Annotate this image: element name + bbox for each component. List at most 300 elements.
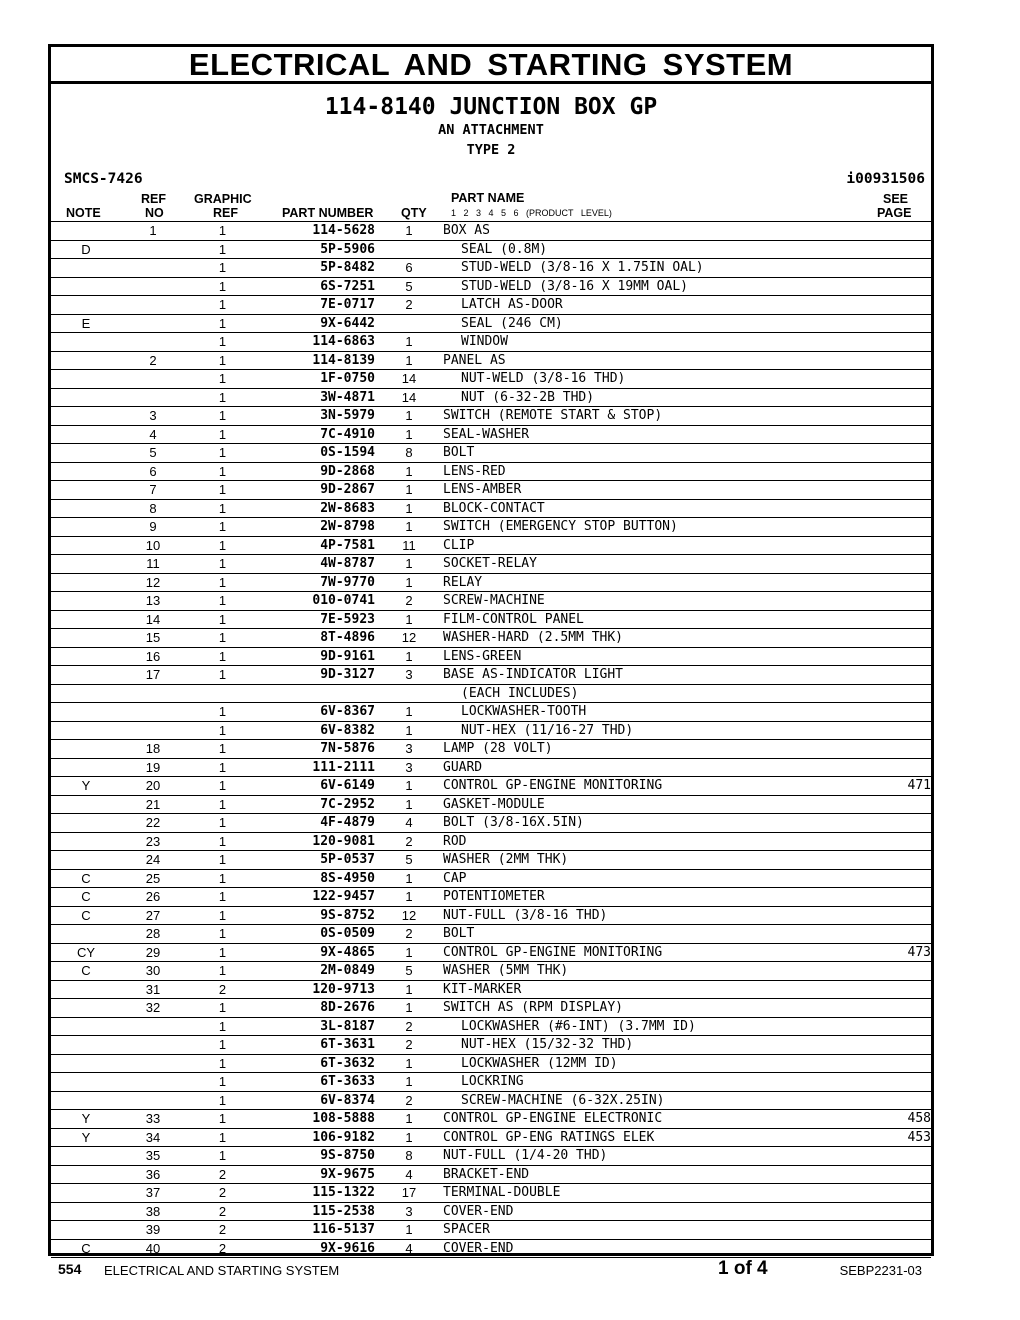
qty-cell: 2 bbox=[375, 1091, 443, 1110]
table-row bbox=[51, 999, 931, 1018]
part-name-text: NUT-HEX (15/32-32 THD) bbox=[461, 1037, 634, 1053]
ref-no-cell: 7 bbox=[121, 481, 185, 500]
qty-cell: 5 bbox=[375, 962, 443, 981]
part-name-cell bbox=[443, 333, 853, 352]
qty-cell bbox=[375, 314, 443, 333]
part-name-text: BLOCK-CONTACT bbox=[443, 500, 545, 516]
part-name-text: LOCKRING bbox=[461, 1074, 524, 1090]
table-row bbox=[51, 1091, 931, 1110]
see-page-cell bbox=[853, 499, 931, 518]
part-number-cell: 7E-5923 bbox=[260, 610, 375, 629]
table-header bbox=[51, 191, 931, 222]
part-name-text: LENS-GREEN bbox=[443, 648, 522, 664]
ref-no-cell: 14 bbox=[121, 610, 185, 629]
graphic-ref-cell: 1 bbox=[185, 740, 260, 759]
part-number-cell: 7W-9770 bbox=[260, 573, 375, 592]
ref-no-cell bbox=[121, 1073, 185, 1092]
qty-cell: 1 bbox=[375, 351, 443, 370]
part-number-cell: 0S-1594 bbox=[260, 444, 375, 463]
graphic-ref-cell: 1 bbox=[185, 573, 260, 592]
table-row bbox=[51, 1036, 931, 1055]
note-cell: Y bbox=[51, 1128, 121, 1147]
ref-no-cell: 31 bbox=[121, 980, 185, 999]
qty-cell: 2 bbox=[375, 925, 443, 944]
part-number-cell: 114-5628 bbox=[260, 222, 375, 240]
graphic-ref-cell: 1 bbox=[185, 351, 260, 370]
note-cell bbox=[51, 1184, 121, 1203]
col-ref-bottom: NO bbox=[145, 206, 164, 220]
table-row bbox=[51, 684, 931, 703]
qty-cell: 3 bbox=[375, 666, 443, 685]
part-name-cell bbox=[443, 906, 853, 925]
ref-no-cell: 3 bbox=[121, 407, 185, 426]
table-row bbox=[51, 610, 931, 629]
part-name-text: POTENTIOMETER bbox=[443, 889, 545, 905]
part-number-cell: 7N-5876 bbox=[260, 740, 375, 759]
part-number-cell: 7C-4910 bbox=[260, 425, 375, 444]
note-cell bbox=[51, 1147, 121, 1166]
graphic-ref-cell: 2 bbox=[185, 1165, 260, 1184]
part-name-cell bbox=[443, 462, 853, 481]
graphic-ref-cell: 1 bbox=[185, 999, 260, 1018]
qty-cell bbox=[375, 684, 443, 703]
part-number-cell: 115-2538 bbox=[260, 1202, 375, 1221]
part-name-cell bbox=[443, 592, 853, 611]
table-row bbox=[51, 1128, 931, 1147]
note-cell bbox=[51, 499, 121, 518]
col-see-bottom: PAGE bbox=[877, 206, 912, 220]
graphic-ref-cell: 1 bbox=[185, 851, 260, 870]
qty-cell: 1 bbox=[375, 943, 443, 962]
see-page-cell bbox=[853, 259, 931, 278]
note-cell bbox=[51, 1165, 121, 1184]
qty-cell: 3 bbox=[375, 1202, 443, 1221]
see-page-cell bbox=[853, 444, 931, 463]
table-row bbox=[51, 259, 931, 278]
part-name-cell bbox=[443, 407, 853, 426]
page-number: 554 bbox=[58, 1261, 82, 1277]
part-name-text: PANEL AS bbox=[443, 352, 506, 368]
part-name-text: NUT (6-32-2B THD) bbox=[461, 389, 595, 405]
part-number-cell: 4F-4879 bbox=[260, 814, 375, 833]
graphic-ref-cell: 1 bbox=[185, 888, 260, 907]
part-name-cell bbox=[443, 980, 853, 999]
ref-no-cell bbox=[121, 333, 185, 352]
graphic-ref-cell bbox=[185, 684, 260, 703]
table-row bbox=[51, 536, 931, 555]
qty-cell: 8 bbox=[375, 1147, 443, 1166]
part-number-cell: 3L-8187 bbox=[260, 1017, 375, 1036]
part-number-cell: 6T-3631 bbox=[260, 1036, 375, 1055]
part-number-cell: 8T-4896 bbox=[260, 629, 375, 648]
section-title: ELECTRICAL AND STARTING SYSTEM bbox=[51, 47, 931, 84]
part-name-cell bbox=[443, 684, 853, 703]
note-cell bbox=[51, 703, 121, 722]
part-name-cell bbox=[443, 222, 853, 240]
part-name-text: NUT-WELD (3/8-16 THD) bbox=[461, 371, 626, 387]
qty-cell: 1 bbox=[375, 777, 443, 796]
see-page-cell bbox=[853, 481, 931, 500]
part-name-text: COVER-END bbox=[443, 1240, 514, 1256]
part-name-text: SCREW-MACHINE (6-32X.25IN) bbox=[461, 1092, 665, 1108]
col-part-name: PART NAME bbox=[451, 191, 525, 205]
part-name-cell bbox=[443, 1036, 853, 1055]
see-page-cell bbox=[853, 740, 931, 759]
part-name-text: FILM-CONTROL PANEL bbox=[443, 611, 584, 627]
note-cell bbox=[51, 721, 121, 740]
graphic-ref-cell: 1 bbox=[185, 536, 260, 555]
note-cell bbox=[51, 407, 121, 426]
part-name-text: RELAY bbox=[443, 574, 483, 590]
see-page-cell bbox=[853, 666, 931, 685]
part-number-cell: 111-2111 bbox=[260, 758, 375, 777]
smcs-code: SMCS-7426 bbox=[64, 171, 143, 187]
table-row bbox=[51, 647, 931, 666]
note-cell bbox=[51, 592, 121, 611]
note-cell bbox=[51, 1073, 121, 1092]
qty-cell: 1 bbox=[375, 1221, 443, 1240]
part-number-cell: 8S-4950 bbox=[260, 869, 375, 888]
part-name-text: WASHER (2MM THK) bbox=[443, 852, 569, 868]
part-number-cell: 122-9457 bbox=[260, 888, 375, 907]
part-name-text: GASKET-MODULE bbox=[443, 796, 545, 812]
part-number-cell: 8D-2676 bbox=[260, 999, 375, 1018]
graphic-ref-cell: 1 bbox=[185, 296, 260, 315]
qty-cell: 1 bbox=[375, 980, 443, 999]
see-page-cell bbox=[853, 1165, 931, 1184]
note-cell: Y bbox=[51, 1110, 121, 1129]
table-row bbox=[51, 240, 931, 259]
part-name-cell bbox=[443, 351, 853, 370]
qty-cell: 1 bbox=[375, 407, 443, 426]
note-cell: E bbox=[51, 314, 121, 333]
qty-cell: 5 bbox=[375, 277, 443, 296]
part-name-cell bbox=[443, 851, 853, 870]
part-number-cell: 9X-9675 bbox=[260, 1165, 375, 1184]
part-number-cell: 6V-8374 bbox=[260, 1091, 375, 1110]
qty-cell: 1 bbox=[375, 1073, 443, 1092]
qty-cell: 4 bbox=[375, 1165, 443, 1184]
ref-no-cell: 1 bbox=[121, 222, 185, 240]
part-name-text: COVER-END bbox=[443, 1203, 514, 1219]
note-cell bbox=[51, 370, 121, 389]
see-page-cell bbox=[853, 962, 931, 981]
doc-number: SEBP2231-03 bbox=[839, 1263, 922, 1278]
part-name-cell bbox=[443, 777, 853, 796]
table-row bbox=[51, 1239, 931, 1258]
graphic-ref-cell: 1 bbox=[185, 777, 260, 796]
table-row bbox=[51, 906, 931, 925]
note-cell bbox=[51, 277, 121, 296]
see-page-cell bbox=[853, 851, 931, 870]
part-name-text: SPACER bbox=[443, 1222, 490, 1238]
note-cell bbox=[51, 1202, 121, 1221]
part-number-cell: 9X-6442 bbox=[260, 314, 375, 333]
part-number-cell: 9D-2867 bbox=[260, 481, 375, 500]
qty-cell: 1 bbox=[375, 795, 443, 814]
graphic-ref-cell: 2 bbox=[185, 1184, 260, 1203]
see-page-cell bbox=[853, 240, 931, 259]
note-cell bbox=[51, 1036, 121, 1055]
part-name-text: CONTROL GP-ENGINE ELECTRONIC bbox=[443, 1111, 663, 1127]
part-name-cell bbox=[443, 499, 853, 518]
part-number-cell: 9X-4865 bbox=[260, 943, 375, 962]
part-name-text: LOCKWASHER (12MM ID) bbox=[461, 1055, 618, 1071]
part-name-cell bbox=[443, 666, 853, 685]
ref-no-cell: 8 bbox=[121, 499, 185, 518]
part-name-text: SOCKET-RELAY bbox=[443, 556, 537, 572]
note-cell bbox=[51, 1221, 121, 1240]
part-name-text: SEAL (246 CM) bbox=[461, 315, 563, 331]
ref-no-cell bbox=[121, 370, 185, 389]
note-cell bbox=[51, 573, 121, 592]
part-name-text: BOLT (3/8-16X.5IN) bbox=[443, 815, 584, 831]
part-number-cell: 2W-8798 bbox=[260, 518, 375, 537]
table-row bbox=[51, 481, 931, 500]
part-name-cell bbox=[443, 370, 853, 389]
part-number-cell: 9D-2868 bbox=[260, 462, 375, 481]
part-name-text: KIT-MARKER bbox=[443, 981, 522, 997]
see-page-cell bbox=[853, 795, 931, 814]
graphic-ref-cell: 1 bbox=[185, 869, 260, 888]
qty-cell: 5 bbox=[375, 851, 443, 870]
table-row bbox=[51, 758, 931, 777]
note-cell bbox=[51, 740, 121, 759]
note-cell bbox=[51, 980, 121, 999]
ref-no-cell bbox=[121, 703, 185, 722]
table-row bbox=[51, 555, 931, 574]
see-page-cell bbox=[853, 518, 931, 537]
note-cell: C bbox=[51, 1239, 121, 1258]
part-name-text: TERMINAL-DOUBLE bbox=[443, 1185, 561, 1201]
part-name-cell bbox=[443, 518, 853, 537]
part-name-cell bbox=[443, 259, 853, 278]
part-number-cell: 010-0741 bbox=[260, 592, 375, 611]
ref-no-cell: 13 bbox=[121, 592, 185, 611]
qty-cell: 3 bbox=[375, 758, 443, 777]
note-cell bbox=[51, 518, 121, 537]
ref-no-cell: 24 bbox=[121, 851, 185, 870]
col-part-number: PART NUMBER bbox=[282, 206, 374, 220]
see-page-cell bbox=[853, 333, 931, 352]
part-name-text: SWITCH AS (RPM DISPLAY) bbox=[443, 1000, 624, 1016]
ref-no-cell: 30 bbox=[121, 962, 185, 981]
note-cell bbox=[51, 610, 121, 629]
ref-no-cell: 5 bbox=[121, 444, 185, 463]
part-name-cell bbox=[443, 573, 853, 592]
part-name-cell bbox=[443, 999, 853, 1018]
ref-no-cell bbox=[121, 277, 185, 296]
graphic-ref-cell: 2 bbox=[185, 1239, 260, 1258]
part-name-text: LENS-RED bbox=[443, 463, 506, 479]
qty-cell: 12 bbox=[375, 629, 443, 648]
see-page-cell bbox=[853, 407, 931, 426]
part-name-text: BOX AS bbox=[443, 223, 490, 239]
part-name-text: NUT-FULL (3/8-16 THD) bbox=[443, 907, 608, 923]
table-row bbox=[51, 222, 931, 240]
see-page-cell bbox=[853, 1054, 931, 1073]
part-name-cell bbox=[443, 1054, 853, 1073]
graphic-ref-cell: 1 bbox=[185, 666, 260, 685]
part-name-text: BRACKET-END bbox=[443, 1166, 530, 1182]
qty-cell: 1 bbox=[375, 999, 443, 1018]
graphic-ref-cell: 1 bbox=[185, 444, 260, 463]
note-cell bbox=[51, 351, 121, 370]
part-number-cell: 4P-7581 bbox=[260, 536, 375, 555]
qty-cell: 17 bbox=[375, 1184, 443, 1203]
graphic-ref-cell: 1 bbox=[185, 259, 260, 278]
part-number-cell bbox=[260, 684, 375, 703]
part-name-text: LATCH AS-DOOR bbox=[461, 297, 563, 313]
graphic-ref-cell: 1 bbox=[185, 721, 260, 740]
note-cell bbox=[51, 425, 121, 444]
ref-no-cell: 34 bbox=[121, 1128, 185, 1147]
see-page-cell bbox=[853, 925, 931, 944]
ref-no-cell: 6 bbox=[121, 462, 185, 481]
part-number-cell: 114-8139 bbox=[260, 351, 375, 370]
part-number-cell: 2W-8683 bbox=[260, 499, 375, 518]
table-row bbox=[51, 1165, 931, 1184]
ref-no-cell: 17 bbox=[121, 666, 185, 685]
table-row bbox=[51, 666, 931, 685]
page-footer bbox=[58, 1258, 928, 1282]
qty-cell: 1 bbox=[375, 333, 443, 352]
qty-cell: 2 bbox=[375, 296, 443, 315]
part-number-cell: 3N-5979 bbox=[260, 407, 375, 426]
ref-no-cell: 27 bbox=[121, 906, 185, 925]
part-name-cell bbox=[443, 296, 853, 315]
part-name-cell bbox=[443, 1073, 853, 1092]
qty-cell: 1 bbox=[375, 721, 443, 740]
see-page-cell bbox=[853, 536, 931, 555]
qty-cell: 6 bbox=[375, 259, 443, 278]
table-row bbox=[51, 869, 931, 888]
qty-cell: 1 bbox=[375, 518, 443, 537]
ref-no-cell bbox=[121, 296, 185, 315]
part-number-cell: 106-9182 bbox=[260, 1128, 375, 1147]
part-name-cell bbox=[443, 314, 853, 333]
see-page-cell bbox=[853, 980, 931, 999]
part-name-cell bbox=[443, 1239, 853, 1258]
graphic-ref-cell: 1 bbox=[185, 240, 260, 259]
qty-cell: 1 bbox=[375, 222, 443, 240]
qty-cell: 1 bbox=[375, 869, 443, 888]
see-page-cell bbox=[853, 555, 931, 574]
smcs-row bbox=[51, 169, 931, 191]
part-number-cell: 5P-5906 bbox=[260, 240, 375, 259]
part-name-cell bbox=[443, 814, 853, 833]
note-cell bbox=[51, 555, 121, 574]
see-page-cell bbox=[853, 610, 931, 629]
table-row bbox=[51, 499, 931, 518]
graphic-ref-cell: 1 bbox=[185, 703, 260, 722]
part-name-text: CONTROL GP-ENGINE MONITORING bbox=[443, 944, 663, 960]
part-name-text: GUARD bbox=[443, 759, 483, 775]
qty-cell: 1 bbox=[375, 703, 443, 722]
col-note: NOTE bbox=[66, 206, 101, 220]
ref-no-cell bbox=[121, 259, 185, 278]
ref-no-cell: 11 bbox=[121, 555, 185, 574]
ref-no-cell: 25 bbox=[121, 869, 185, 888]
note-cell bbox=[51, 684, 121, 703]
ref-no-cell: 40 bbox=[121, 1239, 185, 1258]
see-page-cell bbox=[853, 573, 931, 592]
see-page-cell bbox=[853, 388, 931, 407]
graphic-ref-cell: 1 bbox=[185, 795, 260, 814]
table-row bbox=[51, 814, 931, 833]
ref-no-cell: 29 bbox=[121, 943, 185, 962]
see-page-cell: 458 bbox=[853, 1110, 931, 1129]
part-number-cell: 6V-8367 bbox=[260, 703, 375, 722]
note-cell: C bbox=[51, 869, 121, 888]
note-cell: Y bbox=[51, 777, 121, 796]
table-row bbox=[51, 1017, 931, 1036]
part-number-cell: 9S-8750 bbox=[260, 1147, 375, 1166]
note-cell bbox=[51, 925, 121, 944]
see-page-cell bbox=[853, 721, 931, 740]
qty-cell: 1 bbox=[375, 573, 443, 592]
see-page-cell bbox=[853, 1202, 931, 1221]
graphic-ref-cell: 1 bbox=[185, 462, 260, 481]
part-number-cell: 6T-3632 bbox=[260, 1054, 375, 1073]
see-page-cell bbox=[853, 1017, 931, 1036]
graphic-ref-cell: 1 bbox=[185, 814, 260, 833]
part-name-text: BASE AS-INDICATOR LIGHT bbox=[443, 667, 624, 683]
graphic-ref-cell: 1 bbox=[185, 1054, 260, 1073]
table-row bbox=[51, 795, 931, 814]
part-name-cell bbox=[443, 832, 853, 851]
see-page-cell bbox=[853, 425, 931, 444]
part-name-cell bbox=[443, 240, 853, 259]
note-cell bbox=[51, 629, 121, 648]
note-cell bbox=[51, 333, 121, 352]
graphic-ref-cell: 1 bbox=[185, 407, 260, 426]
see-page-cell bbox=[853, 222, 931, 240]
parts-table bbox=[51, 222, 931, 1258]
part-number-cell: 6S-7251 bbox=[260, 277, 375, 296]
see-page-cell bbox=[853, 888, 931, 907]
note-cell bbox=[51, 222, 121, 240]
part-name-cell bbox=[443, 703, 853, 722]
qty-cell: 2 bbox=[375, 832, 443, 851]
part-name-text: WINDOW bbox=[461, 334, 508, 350]
table-row bbox=[51, 1221, 931, 1240]
note-cell: C bbox=[51, 962, 121, 981]
part-name-text: STUD-WELD (3/8-16 X 1.75IN OAL) bbox=[461, 260, 704, 276]
part-name-cell bbox=[443, 795, 853, 814]
note-cell bbox=[51, 814, 121, 833]
graphic-ref-cell: 1 bbox=[185, 962, 260, 981]
graphic-ref-cell: 1 bbox=[185, 629, 260, 648]
part-name-cell bbox=[443, 1165, 853, 1184]
note-cell bbox=[51, 999, 121, 1018]
part-number-cell: 9D-3127 bbox=[260, 666, 375, 685]
ref-no-cell: 2 bbox=[121, 351, 185, 370]
qty-cell: 1 bbox=[375, 481, 443, 500]
part-name-cell bbox=[443, 1110, 853, 1129]
part-name-cell bbox=[443, 1147, 853, 1166]
table-row bbox=[51, 351, 931, 370]
note-cell bbox=[51, 795, 121, 814]
part-name-cell bbox=[443, 1184, 853, 1203]
qty-cell: 1 bbox=[375, 499, 443, 518]
part-name-text: SWITCH (REMOTE START & STOP) bbox=[443, 408, 663, 424]
see-page-cell bbox=[853, 999, 931, 1018]
qty-cell: 2 bbox=[375, 592, 443, 611]
table-row bbox=[51, 425, 931, 444]
ref-no-cell: 32 bbox=[121, 999, 185, 1018]
see-page-cell bbox=[853, 462, 931, 481]
